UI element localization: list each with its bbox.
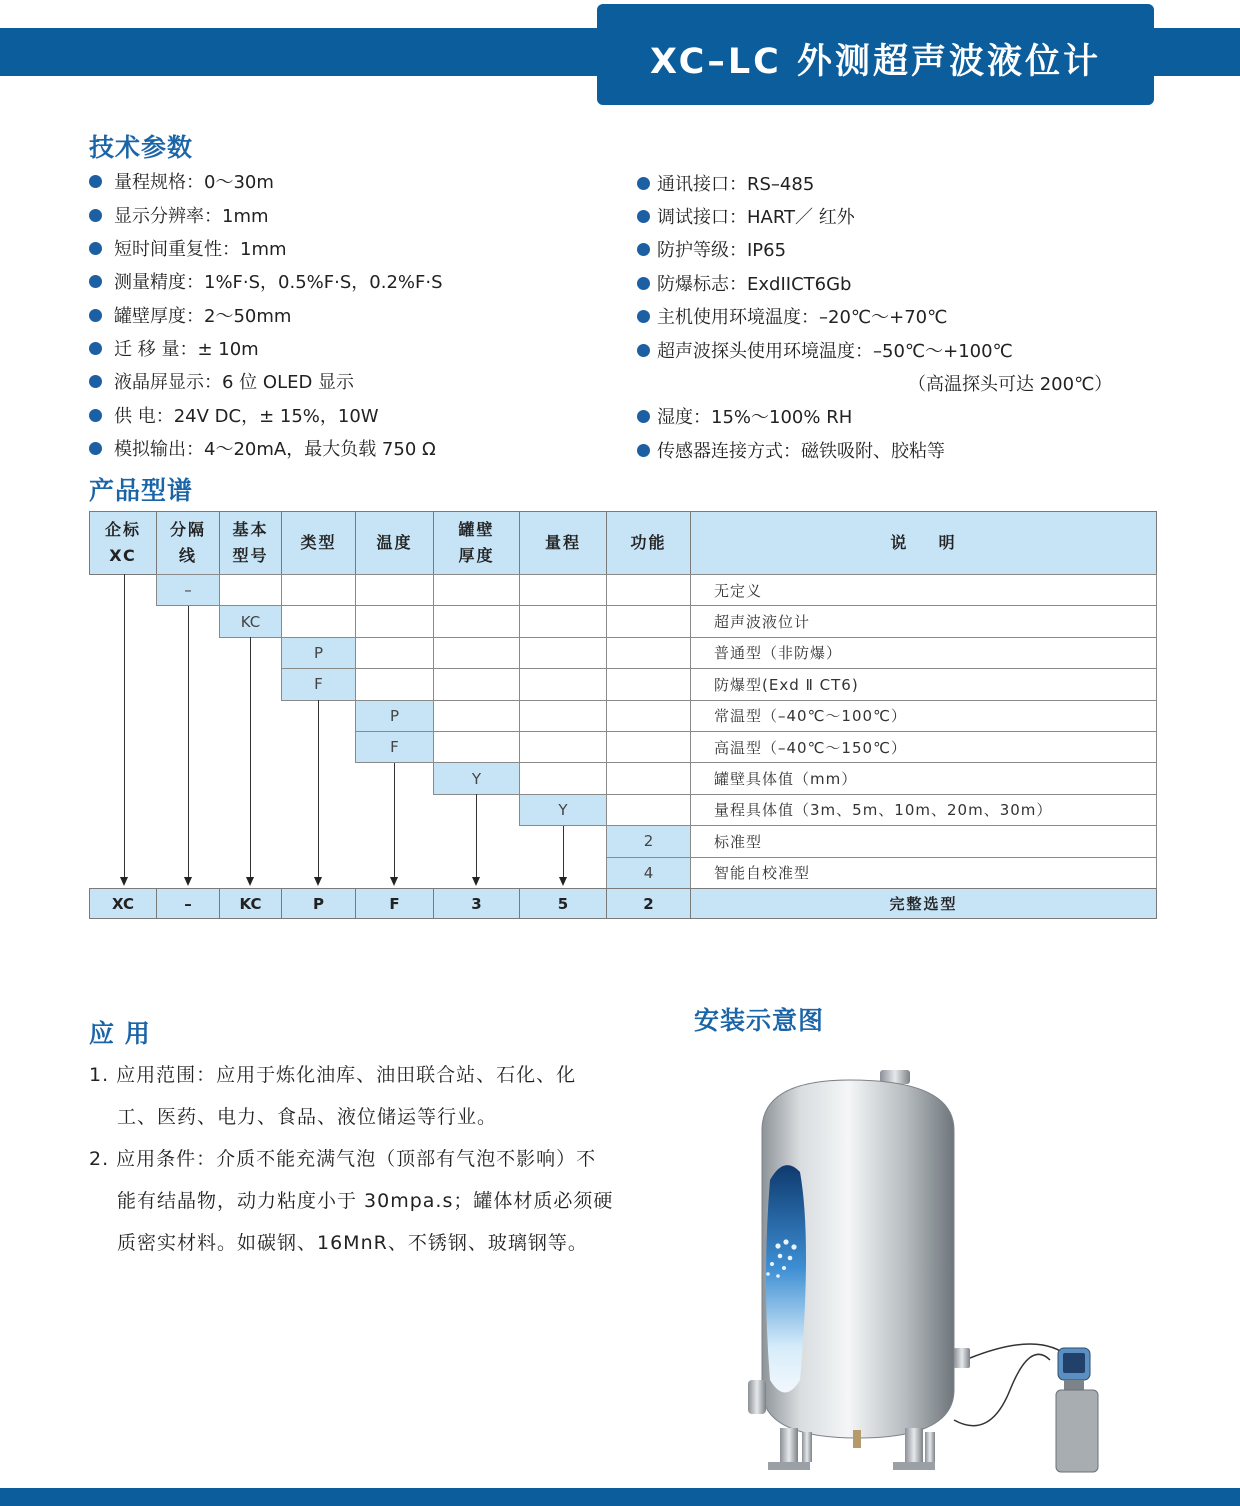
bullet-icon: [89, 342, 102, 355]
table-header: 说 明: [690, 511, 1157, 575]
application-heading: 应 用: [89, 1019, 151, 1048]
application-line: 工、医药、电力、食品、液位储运等行业。: [117, 1106, 498, 1128]
bullet-icon: [89, 175, 102, 188]
bullet-icon: [89, 375, 102, 388]
description-cell: 无定义: [690, 574, 1157, 606]
spec-text: 液晶屏显示：6 位 OLED 显示: [114, 372, 355, 393]
final-code-cell: 3: [433, 888, 520, 919]
description-cell: 智能自校准型: [690, 857, 1157, 889]
description-cell: 防爆型(Exd Ⅱ CT6): [690, 668, 1157, 700]
spec-item-right: [637, 236, 786, 262]
empty-cell: [519, 637, 607, 669]
bullet-icon: [89, 309, 102, 322]
empty-cell: [281, 605, 356, 637]
bullet-icon: [637, 310, 650, 323]
spec-text: 量程规格：0～30m: [114, 172, 274, 193]
empty-cell: [433, 637, 520, 669]
empty-cell: [519, 762, 607, 794]
spec-text: 短时间重复性：1mm: [114, 239, 287, 260]
table-header: 功能: [606, 511, 691, 575]
spec-text: 传感器连接方式：磁铁吸附、胶粘等: [657, 441, 945, 462]
spec-item-right: [637, 303, 947, 329]
application-line: 质密实材料。如碳钢、16MnR、不锈钢、玻璃钢等。: [117, 1232, 588, 1254]
spec-text: 模拟输出：4～20mA，最大负载 750 Ω: [114, 439, 436, 460]
arrow-down-icon: [472, 877, 480, 886]
arrow-down-icon: [314, 877, 322, 886]
empty-cell: [519, 605, 607, 637]
bullet-icon: [89, 242, 102, 255]
code-cell: P: [281, 637, 356, 669]
arrow-down-icon: [246, 877, 254, 886]
spec-item-right: [637, 337, 1013, 363]
code-cell: KC: [219, 605, 282, 637]
empty-cell: [433, 731, 520, 763]
connector-line: [394, 763, 395, 878]
bullet-icon: [637, 410, 650, 423]
spec-text: 显示分辨率：1mm: [114, 206, 269, 227]
application-line: 1. 应用范围：应用于炼化油库、油田联合站、石化、化: [89, 1064, 577, 1086]
final-code-cell: F: [355, 888, 434, 919]
spec-item-left: [89, 202, 269, 228]
connector-line: [188, 606, 189, 878]
spec-text: 调试接口：HART／ 红外: [657, 207, 855, 228]
table-header: 基本 型号: [219, 511, 282, 575]
connector-line: [476, 794, 477, 878]
spec-item-left: [89, 268, 443, 294]
connector-line: [318, 700, 319, 878]
empty-cell: [606, 762, 691, 794]
spec-text: 供 电：24V DC，± 15%，10W: [114, 406, 379, 427]
connector-line: [124, 574, 125, 878]
empty-cell: [606, 574, 691, 606]
spec-item-left: [89, 168, 274, 194]
description-cell: 标准型: [690, 825, 1157, 857]
description-cell: 常温型（–40℃～100℃）: [690, 700, 1157, 732]
final-label-cell: 完整选型: [690, 888, 1157, 919]
install-diagram: [740, 1060, 1140, 1480]
bullet-icon: [637, 444, 650, 457]
spec-item-left: [89, 302, 291, 328]
page-title: XC–LC 外测超声波液位计: [597, 4, 1154, 105]
empty-cell: [519, 731, 607, 763]
empty-cell: [606, 605, 691, 637]
description-cell: 量程具体值（3m、5m、10m、20m、30m）: [690, 794, 1157, 826]
empty-cell: [433, 605, 520, 637]
final-code-cell: –: [156, 888, 220, 919]
code-cell: Y: [433, 762, 520, 794]
empty-cell: [519, 700, 607, 732]
final-code-cell: KC: [219, 888, 282, 919]
spec-text: 罐壁厚度：2～50mm: [114, 306, 292, 327]
empty-cell: [433, 668, 520, 700]
code-cell: –: [156, 574, 220, 606]
arrow-down-icon: [390, 877, 398, 886]
spec-item-right: [637, 437, 945, 463]
spec-item-right: [637, 203, 855, 229]
table-header: 企标 XC: [89, 511, 157, 575]
spec-item-right: [637, 270, 851, 296]
spec-item-left: [89, 368, 354, 394]
spec-text: 防爆标志：ExdIICT6Gb: [657, 274, 852, 295]
spec-item-right: [637, 403, 852, 429]
bullet-icon: [89, 442, 102, 455]
empty-cell: [606, 668, 691, 700]
bullet-icon: [89, 275, 102, 288]
spec-text: 迁 移 量：± 10m: [114, 339, 259, 360]
code-cell: 4: [606, 857, 691, 889]
empty-cell: [355, 637, 434, 669]
spec-item-left: [89, 335, 259, 361]
side-nozzle: [954, 1348, 970, 1368]
empty-cell: [519, 574, 607, 606]
empty-cell: [606, 731, 691, 763]
code-cell: Y: [519, 794, 607, 826]
spec-item-right: [637, 170, 814, 196]
empty-cell: [519, 668, 607, 700]
connector-line: [563, 826, 564, 878]
code-cell: P: [355, 700, 434, 732]
empty-cell: [433, 574, 520, 606]
description-cell: 超声波液位计: [690, 605, 1157, 637]
bullet-icon: [89, 409, 102, 422]
arrow-down-icon: [184, 877, 192, 886]
arrow-down-icon: [120, 877, 128, 886]
empty-cell: [606, 637, 691, 669]
bullet-icon: [637, 177, 650, 190]
empty-cell: [433, 700, 520, 732]
empty-cell: [355, 605, 434, 637]
code-cell: F: [355, 731, 434, 763]
sight-window: [766, 1165, 806, 1392]
bullet-icon: [89, 209, 102, 222]
application-line: 2. 应用条件：介质不能充满气泡（顶部有气泡不影响）不: [89, 1148, 597, 1170]
empty-cell: [606, 700, 691, 732]
empty-cell: [355, 574, 434, 606]
table-header: 分隔 线: [156, 511, 220, 575]
final-code-cell: P: [281, 888, 356, 919]
model-heading: 产品型谱: [89, 476, 194, 505]
table-header: 类型: [281, 511, 356, 575]
spec-text: 测量精度：1%F·S，0.5%F·S，0.2%F·S: [114, 272, 443, 293]
spec-text: 防护等级：IP65: [657, 240, 787, 261]
spec-item-left: [89, 235, 287, 261]
description-cell: 高温型（–40℃～150℃）: [690, 731, 1157, 763]
specs-heading: 技术参数: [89, 133, 194, 162]
spec-item-left: [89, 402, 379, 428]
transmitter-body: [1056, 1390, 1098, 1472]
empty-cell: [355, 668, 434, 700]
connector-line: [250, 637, 251, 878]
install-heading: 安装示意图: [694, 1006, 825, 1035]
final-code-cell: XC: [89, 888, 157, 919]
description-cell: 普通型（非防爆）: [690, 637, 1157, 669]
bullet-icon: [637, 344, 650, 357]
spec-text: 超声波探头使用环境温度：–50℃～+100℃: [657, 341, 1013, 362]
bullet-icon: [637, 277, 650, 290]
spec-text: 湿度：15%～100% RH: [657, 407, 853, 428]
bullet-icon: [637, 243, 650, 256]
code-cell: F: [281, 668, 356, 700]
empty-cell: [281, 574, 356, 606]
final-code-cell: 2: [606, 888, 691, 919]
spec-text: 通讯接口：RS–485: [657, 174, 815, 195]
table-header: 温度: [355, 511, 434, 575]
final-code-cell: 5: [519, 888, 607, 919]
empty-cell: [606, 794, 691, 826]
side-port: [748, 1380, 766, 1414]
spec-text: 主机使用环境温度：–20℃～+70℃: [657, 307, 948, 328]
spec-note: （高温探头可达 200℃）: [908, 374, 1113, 395]
spec-item-left: [89, 435, 436, 461]
arrow-down-icon: [559, 877, 567, 886]
table-header: 罐壁 厚度: [433, 511, 520, 575]
probe-cable: [970, 1344, 1070, 1358]
application-line: 能有结晶物，动力粘度小于 30mpa.s；罐体材质必须硬: [117, 1190, 614, 1212]
code-cell: 2: [606, 825, 691, 857]
bullet-icon: [637, 210, 650, 223]
table-header: 量程: [519, 511, 607, 575]
footer-band: [0, 1488, 1240, 1506]
description-cell: 罐壁具体值（mm）: [690, 762, 1157, 794]
empty-cell: [219, 574, 282, 606]
